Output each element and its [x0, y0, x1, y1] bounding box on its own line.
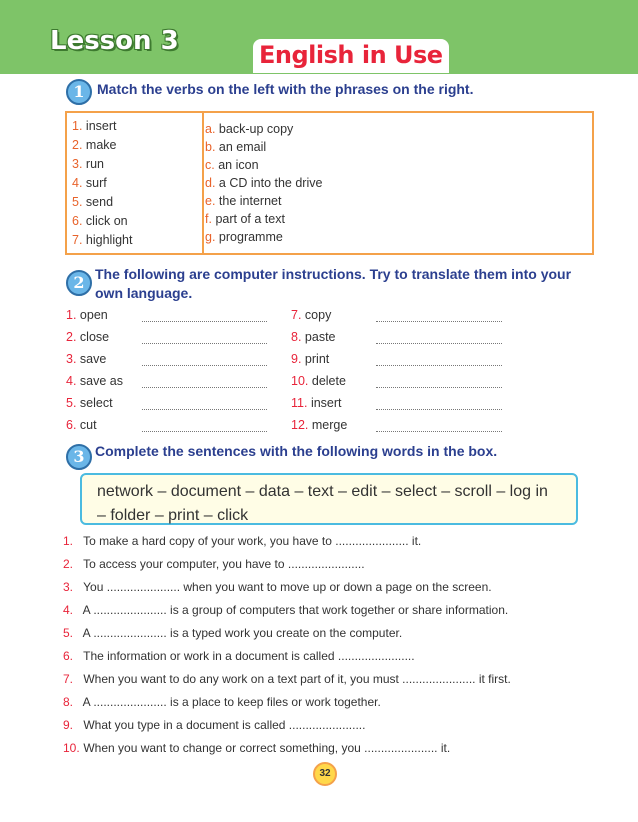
item-text: back-up copy	[218, 122, 294, 136]
item-number: a.	[205, 122, 216, 136]
instruction-item	[291, 418, 347, 432]
item-text: When you want to change or correct something, you ...................... it.	[83, 741, 451, 755]
item-number: f.	[205, 212, 212, 226]
phrase-item	[205, 122, 293, 136]
instruction-item	[291, 330, 336, 344]
section-2-instruction-line1: The following are computer instructions. Try to translate them into your	[95, 266, 572, 282]
item-number: 3.	[63, 580, 74, 594]
word-box-text	[97, 480, 567, 528]
item-number: d.	[205, 176, 216, 190]
item-number: 11.	[291, 396, 308, 410]
section-1-number-badge: 1	[66, 79, 92, 105]
item-number: 10.	[63, 741, 80, 755]
item-text: The information or work in a document is called .......................	[83, 649, 415, 663]
item-text: run	[85, 157, 104, 171]
instruction-item	[66, 396, 113, 410]
item-text: A ...................... is a typed work you create on the computer.	[82, 626, 403, 640]
item-number: 6.	[66, 418, 77, 432]
item-text: What you type in a document is called .......................	[83, 718, 366, 732]
item-text: insert	[85, 119, 117, 133]
item-text: save as	[79, 374, 124, 388]
item-text: part of a text	[215, 212, 285, 226]
instruction-item	[66, 330, 109, 344]
phrase-item	[205, 194, 281, 208]
verb-item	[72, 157, 104, 171]
item-text: To make a hard copy of your work, you have to ...................... it.	[83, 534, 422, 548]
item-number: 5.	[72, 195, 83, 209]
answer-line	[376, 342, 502, 344]
instruction-item	[66, 308, 108, 322]
sentence-item	[63, 718, 365, 732]
item-number: 8.	[291, 330, 302, 344]
answer-line	[376, 320, 502, 322]
item-number: 5.	[63, 626, 74, 640]
section-1-instruction: Match the verbs on the left with the phrases on the right.	[97, 81, 474, 97]
answer-line	[142, 320, 267, 322]
section-3-number-badge: 3	[66, 444, 92, 470]
item-text: When you want to do any work on a text part of it, you must ...................... it first.	[83, 672, 511, 686]
phrase-item	[205, 212, 285, 226]
item-number: 9.	[63, 718, 74, 732]
verb-item	[72, 176, 107, 190]
item-number: 10.	[291, 374, 309, 388]
item-text: print	[304, 352, 330, 366]
verb-item	[72, 233, 133, 247]
sentence-item	[63, 603, 508, 617]
section-heading: English in Use	[253, 39, 449, 73]
item-number: 3.	[66, 352, 77, 366]
answer-line	[142, 430, 267, 432]
answer-line	[142, 364, 267, 366]
item-number: 4.	[63, 603, 74, 617]
answer-line	[142, 342, 267, 344]
answer-line	[376, 364, 502, 366]
instruction-item	[66, 418, 97, 432]
item-number: 2.	[66, 330, 77, 344]
matching-divider	[202, 113, 204, 253]
item-text: To access your computer, you have to .......................	[83, 557, 365, 571]
sentence-item	[63, 580, 492, 594]
instruction-item	[66, 352, 106, 366]
word-box-line1: network – document – data – text – edit – select – scroll – log in	[97, 483, 548, 500]
item-number: 7.	[291, 308, 302, 322]
sentence-item	[63, 695, 381, 709]
item-number: 7.	[72, 233, 83, 247]
item-number: c.	[205, 158, 215, 172]
phrase-item	[205, 140, 266, 154]
item-number: b.	[205, 140, 216, 154]
item-number: 8.	[63, 695, 74, 709]
item-number: 5.	[66, 396, 77, 410]
item-text: a CD into the drive	[218, 176, 323, 190]
item-number: 6.	[72, 214, 83, 228]
matching-box	[65, 111, 594, 255]
phrase-item	[205, 230, 283, 244]
item-number: 1.	[72, 119, 83, 133]
item-number: 1.	[63, 534, 74, 548]
item-text: copy	[304, 308, 332, 322]
word-box	[80, 473, 578, 525]
item-number: 9.	[291, 352, 302, 366]
item-text: make	[85, 138, 117, 152]
item-text: close	[79, 330, 110, 344]
item-text: save	[79, 352, 107, 366]
instruction-item	[291, 396, 342, 410]
sentence-item	[63, 741, 450, 755]
verb-item	[72, 138, 117, 152]
item-text: highlight	[85, 233, 133, 247]
phrase-item	[205, 176, 322, 190]
item-text: click on	[85, 214, 128, 228]
item-number: 3.	[72, 157, 83, 171]
item-text: You ...................... when you want to move up or down a page on the screen.	[83, 580, 492, 594]
word-box-line2: – folder – print – click	[97, 507, 249, 524]
item-text: open	[79, 308, 108, 322]
sentence-item	[63, 672, 511, 686]
sentence-item	[63, 557, 365, 571]
section-2-number-badge: 2	[66, 270, 92, 296]
answer-line	[376, 408, 502, 410]
lesson-title: Lesson 3	[50, 26, 179, 56]
instruction-item	[291, 308, 331, 322]
item-number: 12.	[291, 418, 309, 432]
instruction-item	[291, 374, 346, 388]
item-text: insert	[310, 396, 342, 410]
item-text: A ...................... is a group of computers that work together or share information.	[82, 603, 509, 617]
item-text: delete	[311, 374, 346, 388]
item-number: 1.	[66, 308, 77, 322]
item-number: g.	[205, 230, 216, 244]
item-number: 2.	[72, 138, 83, 152]
item-number: 7.	[63, 672, 74, 686]
verb-item	[72, 119, 117, 133]
instruction-item	[291, 352, 329, 366]
instruction-item	[66, 374, 123, 388]
item-text: paste	[304, 330, 336, 344]
item-text: select	[79, 396, 113, 410]
page-number: 32	[313, 762, 337, 786]
item-text: the internet	[218, 194, 282, 208]
item-text: merge	[311, 418, 348, 432]
item-text: programme	[218, 230, 283, 244]
item-text: cut	[79, 418, 97, 432]
verb-item	[72, 195, 113, 209]
section-3-instruction: Complete the sentences with the following words in the box.	[95, 443, 498, 459]
item-number: e.	[205, 194, 216, 208]
answer-line	[376, 386, 502, 388]
item-text: an icon	[218, 158, 259, 172]
item-number: 4.	[72, 176, 83, 190]
sentence-item	[63, 534, 421, 548]
sentence-item	[63, 649, 415, 663]
item-number: 6.	[63, 649, 74, 663]
item-text: send	[85, 195, 114, 209]
item-number: 2.	[63, 557, 74, 571]
item-number: 4.	[66, 374, 77, 388]
item-text: surf	[85, 176, 107, 190]
answer-line	[142, 408, 267, 410]
item-text: A ...................... is a place to keep files or work together.	[82, 695, 381, 709]
answer-line	[142, 386, 267, 388]
section-2-instruction-line2: own language.	[95, 285, 193, 301]
sentence-item	[63, 626, 402, 640]
item-text: an email	[218, 140, 267, 154]
verb-item	[72, 214, 128, 228]
phrase-item	[205, 158, 259, 172]
answer-line	[376, 430, 502, 432]
